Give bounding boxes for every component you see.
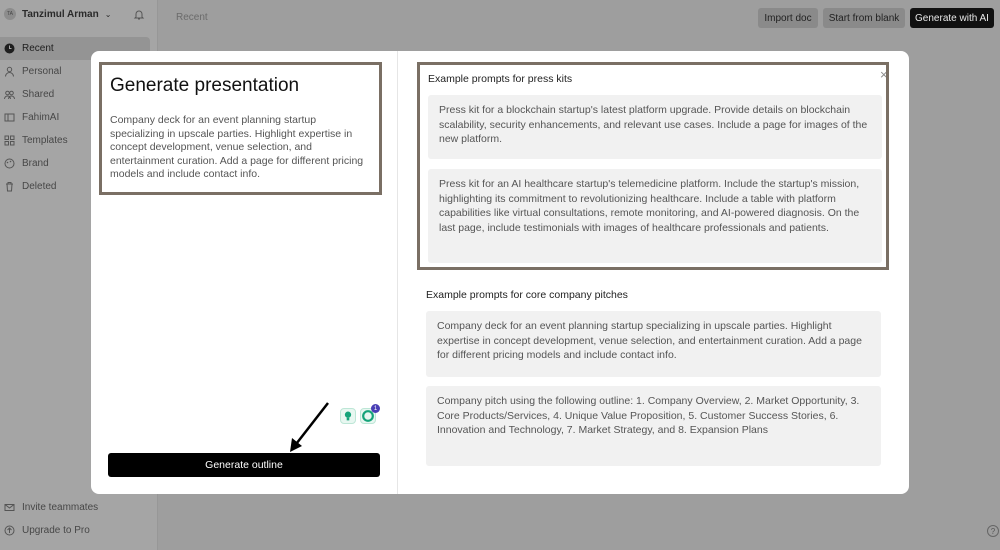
upgrade-to-pro-link[interactable] xyxy=(0,519,150,542)
grid-icon xyxy=(4,135,15,146)
help-icon[interactable]: ? xyxy=(987,525,999,537)
page-title: Recent xyxy=(176,12,208,23)
trash-icon xyxy=(4,181,15,192)
prompt-text[interactable]: Company deck for an event planning startup specializing in upscale parties. Highlight expertise in concept development, venue selection, and entertainment curation. Add a page for different pricing models and include contact info. xyxy=(110,114,364,180)
example-prompt-card[interactable]: Press kit for a blockchain startup's latest platform upgrade. Provide details on blockchain scalability, security enhancements, and relevant use cases. Include a page for images of the new platform. xyxy=(428,95,882,159)
sidebar-item-label: Templates xyxy=(22,135,68,146)
arrow-up-circle-icon xyxy=(4,525,15,536)
upgrade-to-pro-label: Upgrade to Pro xyxy=(22,525,90,536)
sidebar-item-label: Brand xyxy=(22,158,49,169)
sidebar-bottom-nav xyxy=(0,496,150,542)
workspace-switcher[interactable] xyxy=(4,8,111,20)
bell-icon[interactable] xyxy=(133,9,145,21)
annotation-arrow xyxy=(287,400,332,455)
people-icon xyxy=(4,89,15,100)
start-from-blank-button[interactable]: Start from blank xyxy=(823,8,905,28)
modal-title: Generate presentation xyxy=(110,75,300,96)
import-doc-button[interactable]: Import doc xyxy=(758,8,818,28)
press-kits-title: Example prompts for press kits xyxy=(428,73,573,85)
mail-icon xyxy=(4,502,15,513)
lightbulb-icon[interactable] xyxy=(340,408,356,424)
sidebar-item-label: Recent xyxy=(22,43,54,54)
extension-badges xyxy=(340,405,378,424)
close-icon[interactable]: × xyxy=(880,67,888,82)
invite-teammates-label: Invite teammates xyxy=(22,502,99,513)
generate-presentation-modal xyxy=(91,51,909,494)
example-prompt-card[interactable]: Company deck for an event planning startup specializing in upscale parties. Highlight expertise in concept development, venue selection, and entertainment curation. Add a page for different pricing models and include contact info. xyxy=(426,311,881,377)
press-kits-section xyxy=(417,62,889,270)
sidebar-item-label: Shared xyxy=(22,89,55,100)
example-prompt-card[interactable]: Press kit for an AI healthcare startup's telemedicine platform. Include the startup's mission, highlighting its commitment to revolutionizing healthcare. Include a table with platform capabilities like virtual consultations, remote monitoring, and AI-powered diagnosis. On the last page, include testimonials with images of healthcare professionals and patients. xyxy=(428,169,882,263)
person-icon xyxy=(4,66,15,77)
example-prompt-card[interactable]: Company pitch using the following outline: 1. Company Overview, 2. Market Opportunity, 3. Core Products/Services, 4. Unique Value Proposition, 5. Customer Success Stories, 6. Innovation and Technology, 7. Market Strategy, and 8. Expansion Plans xyxy=(426,386,881,466)
workspace-name: Tanzimul Arman xyxy=(22,8,99,20)
generate-with-ai-button[interactable]: Generate with AI xyxy=(910,8,994,28)
core-pitches-title: Example prompts for core company pitches xyxy=(426,289,628,301)
chevron-down-icon: ⌄ xyxy=(104,9,112,19)
notification-badge: 1 xyxy=(371,404,380,413)
prompt-input-area[interactable] xyxy=(99,62,382,195)
folder-icon xyxy=(4,112,15,123)
grammar-assistant-icon[interactable] xyxy=(360,405,378,424)
generate-outline-button[interactable]: Generate outline xyxy=(108,453,380,477)
invite-teammates-link[interactable] xyxy=(0,496,150,519)
sidebar-item-label: Personal xyxy=(22,66,62,77)
sidebar-item-label: FahimAI xyxy=(22,112,60,123)
avatar: TA xyxy=(4,8,16,20)
examples-pane xyxy=(399,51,909,494)
sidebar-item-label: Deleted xyxy=(22,181,57,192)
palette-icon xyxy=(4,158,15,169)
clock-icon xyxy=(4,43,15,54)
prompt-pane xyxy=(91,51,398,494)
